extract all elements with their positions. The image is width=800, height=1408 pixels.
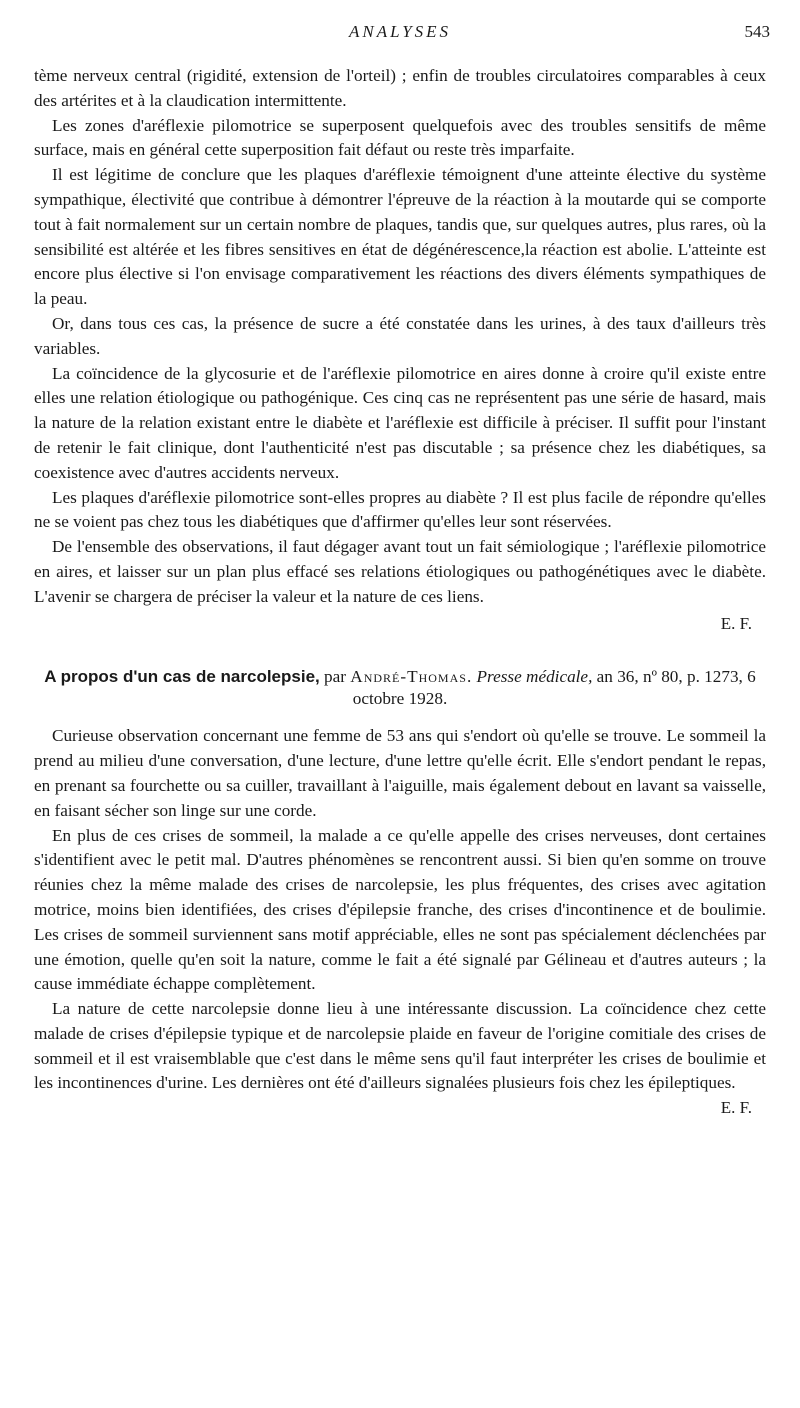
signature: E. F. — [720, 613, 752, 633]
paragraph: Il est légitime de conclure que les plaques d'aréflexie témoignent d'une atteinte élective du système sympathique, électivité que contribue à démontrer l'épreuve de la réaction à la moutarde qui se comporte tout à fait normalement sur un certain nombre de plaques, tandis que, sur quelques autres, plus rares, où la sensibilité est altérée et les fibres sensitives en état de dégénérescence,la réaction est abolie. L'atteinte est encore plus élective si l'on envisage comparativement les réactions des divers éléments sympathiques de la peau. — [34, 165, 766, 309]
paragraph: Or, dans tous ces cas, la présence de sucre a été constatée dans les urines, à des taux d'ailleurs très variables. — [34, 313, 766, 358]
running-head — [0, 22, 800, 46]
body-text — [34, 64, 766, 1121]
paragraph: La coïncidence de la glycosurie et de l'aréflexie pilomotrice en aires donne à croire qu'il existe entre elles une relation étiologique ou pathogénique. Ces cinq cas ne représentent pas une série de hasard, mais la nature de la relation existant entre le diabète et l'aréflexie est difficile à préciser. Il suffit pour l'instant de retenir le fait clinique, dont l'authenticité n'est pas discutable ; sa présence chez les diabétiques, sa coexistence avec d'autres accidents nerveux. — [34, 363, 766, 482]
article-author: André-Thomas. — [350, 667, 473, 687]
journal-name: Presse médicale, — [476, 667, 593, 687]
article-heading — [34, 666, 766, 710]
paragraph: En plus de ces crises de sommeil, la malade a ce qu'elle appelle des crises nerveuses, dont certaines s'identifient avec le petit mal. D'autres phénomènes se rencontrent aussi. Si bien qu'en somme on trouve réunies chez la même malade des crises de narcolepsie, les plus fréquentes, des crises avec agitation motrice, moins bien identifiées, des crises d'épilepsie franche, des crises d'incontinence et de boulimie. Les crises de sommeil surviennent sans motif appréciable, elles ne sont pas spécialement déclenchées par une émotion, quelle qu'en soit la nature, comme le fait a été signalé par Gélineau et d'autres auteurs ; la cause immédiate échappe complètement. — [34, 825, 766, 994]
paragraph: La nature de cette narcolepsie donne lieu à une intéressante discussion. La coïncidence chez cette malade de crises d'épilepsie typique et de narcolepsie plaide en faveur de l'origine comitiale des crises de sommeil et il est vraisemblable que c'est dans le même sens qu'il faut interpréter les crises de boulimie et les incontinences d'urine. Les dernières ont été d'ailleurs signalées plusieurs fois chez les épileptiques. — [34, 999, 766, 1093]
paragraph: Les zones d'aréflexie pilomotrice se superposent quelquefois avec des troubles sensitifs de même surface, mais en général cette superposition fait défaut ou reste très imparfaite. — [34, 115, 766, 160]
paragraph: tème nerveux central (rigidité, extension de l'orteil) ; enfin de troubles circulatoires comparables à ceux des artérites et à la claudication intermittente. — [34, 66, 766, 110]
citation: an 36, nº 80, p. 1273, 6 octobre 1928. — [352, 667, 756, 709]
paragraph: Curieuse observation concernant une femme de 53 ans qui s'endort où qu'elle se trouve. Le sommeil la prend au milieu d'une conversation, d'une lecture, d'une lettre qu'elle écrit. Elle s'endort pendant le repas, en prenant sa fourchette ou sa cuiller, travaillant à l'aiguille, mais également debout en lavant sa vaisselle, en faisant sécher son linge sur une corde. — [34, 726, 766, 820]
byline-par: par — [324, 667, 346, 687]
signature: E. F. — [720, 1098, 752, 1118]
article-title: A propos d'un cas de narcolepsie, — [44, 667, 320, 687]
paragraph: Les plaques d'aréflexie pilomotrice sont-elles propres au diabète ? Il est plus facile de répondre qu'elles ne se voient pas chez tous les diabétiques que d'affirmer qu'elles leur sont réservées. — [34, 487, 766, 532]
page-number: 543 — [744, 22, 770, 41]
paragraph: De l'ensemble des observations, il faut dégager avant tout un fait sémiologique ; l'aréflexie pilomotrice en aires, et laisser sur un plan plus effacé ses relations étiologiques ou pathogénétiques avec le diabète. L'avenir se chargera de préciser la valeur et la nature de ces liens. — [34, 537, 766, 606]
running-title: ANALYSES — [348, 22, 452, 41]
